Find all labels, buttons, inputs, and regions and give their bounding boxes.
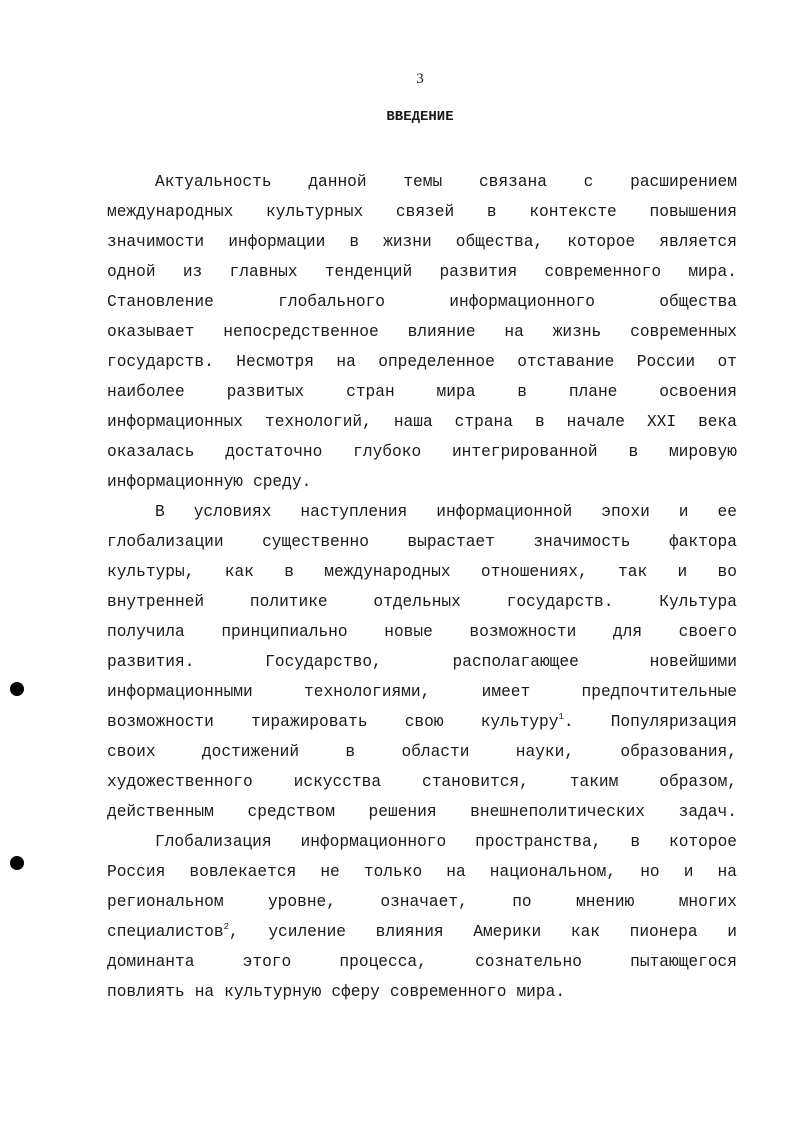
word: ее (717, 503, 737, 521)
word: века (698, 413, 737, 431)
text-line (107, 197, 737, 227)
word: влияние (407, 323, 476, 341)
word: развитых (226, 383, 305, 401)
word: задач. (678, 803, 737, 821)
word: условиях (193, 503, 272, 521)
word: и (683, 863, 694, 881)
text-line (107, 317, 737, 347)
word: Глобализация (155, 833, 272, 851)
word: международных (324, 563, 451, 581)
footnote-mark: 1 (558, 712, 564, 722)
word: развития (439, 263, 518, 281)
text-line (107, 947, 737, 977)
text-line (107, 827, 737, 857)
word: информационного (449, 293, 595, 311)
word: от (717, 353, 737, 371)
word: расширением (630, 173, 737, 191)
word: на (336, 353, 356, 371)
word: культурных (266, 203, 364, 221)
word: Популяризация (610, 713, 737, 731)
text-line (107, 917, 737, 947)
word: и (677, 563, 688, 581)
text-line (107, 677, 737, 707)
word: значимость (533, 533, 631, 551)
page-number: 3 (416, 71, 424, 87)
text-line (107, 587, 737, 617)
word: современных (630, 323, 737, 341)
word: является (659, 233, 737, 251)
word: усиление (268, 923, 347, 941)
word: плане (568, 383, 618, 401)
word: информационную (107, 473, 243, 491)
word: пионера (629, 923, 698, 941)
word: в (534, 413, 545, 431)
word: России (636, 353, 696, 371)
word: сферу (331, 983, 380, 1001)
word: для (612, 623, 643, 641)
word: культуры, (107, 563, 195, 581)
word: наша (393, 413, 433, 431)
word: непосредственное (223, 323, 379, 341)
word: действенным (107, 803, 214, 821)
text-line (107, 377, 737, 407)
text-line (107, 407, 737, 437)
word: многих (678, 893, 737, 911)
word: отдельных (373, 593, 461, 611)
word: которое (567, 233, 636, 251)
word: региональном (107, 893, 224, 911)
word: области (401, 743, 470, 761)
word: Культура (659, 593, 737, 611)
word: только (363, 863, 423, 881)
word: отставание (517, 353, 615, 371)
word: решения (368, 803, 437, 821)
section-heading: ВВЕДЕНИЕ (386, 109, 454, 125)
word: технологий, (264, 413, 372, 431)
word: развития. (107, 653, 195, 671)
word: Несмотря (236, 353, 314, 371)
word: имеет (481, 683, 531, 701)
text-line (107, 617, 737, 647)
word: главных (229, 263, 298, 281)
word: общества, (455, 233, 544, 251)
word: Государство, (265, 653, 382, 671)
word: связана (478, 173, 547, 191)
word: повлиять (107, 983, 185, 1001)
word: государств. (506, 593, 614, 611)
word: наиболее (107, 383, 185, 401)
text-line (107, 527, 737, 557)
word: возможности (107, 713, 214, 731)
word: технологиями, (304, 683, 431, 701)
word: информационной (436, 503, 573, 521)
word: из (182, 263, 203, 281)
word: в (345, 743, 356, 761)
word: располагающее (452, 653, 579, 671)
text-line (107, 737, 737, 767)
word: темы (403, 173, 443, 191)
word: Актуальность (155, 173, 272, 191)
word: существенно (262, 533, 369, 551)
word: художественного (107, 773, 253, 791)
word: освоения (659, 383, 737, 401)
word: получила (107, 623, 185, 641)
word: глобального (278, 293, 385, 311)
word: внутренней (107, 593, 205, 611)
word: контексте (529, 203, 617, 221)
word: международных (107, 203, 234, 221)
word: но (640, 863, 660, 881)
word: значимости (107, 233, 205, 251)
word: отношениях, (480, 563, 588, 581)
text-line (107, 347, 737, 377)
word: искусства (293, 773, 382, 791)
margin-dot (10, 856, 24, 870)
word: вовлекается (189, 863, 297, 881)
word: фактора (668, 533, 737, 551)
word: мира. (688, 263, 737, 281)
word: образования, (620, 743, 737, 761)
text-line (107, 557, 737, 587)
word: процесса, (339, 953, 427, 971)
word: культуру$^1$. (480, 712, 574, 731)
word: оказалась (107, 443, 195, 461)
word: начале (566, 413, 625, 431)
word: не (320, 863, 340, 881)
word: тиражировать (251, 713, 368, 731)
text-line (107, 977, 737, 1007)
word: страна (454, 413, 513, 431)
word: стран (346, 383, 395, 401)
word: Становление (107, 293, 214, 311)
word: среду. (253, 473, 312, 491)
text-line (107, 767, 737, 797)
word: В (155, 503, 165, 521)
word: национальном, (489, 863, 617, 881)
word: оказывает (107, 323, 195, 341)
word: доминанта (107, 953, 195, 971)
footnote-mark: 2 (223, 922, 229, 932)
word: и (727, 923, 737, 941)
text-line (107, 467, 737, 497)
word: в (630, 833, 641, 851)
word: означает, (380, 893, 468, 911)
word: Россия (107, 863, 166, 881)
word: определенное (378, 353, 495, 371)
word: новейшими (649, 653, 737, 671)
word: на (194, 983, 215, 1001)
word: вырастает (407, 533, 495, 551)
word: науки, (515, 743, 575, 761)
text-line (107, 857, 737, 887)
word: так (618, 563, 648, 581)
word: во (717, 563, 737, 581)
word: информационными (107, 683, 253, 701)
word: средством (247, 803, 335, 821)
word: информационных (107, 413, 243, 431)
text-line (107, 647, 737, 677)
word: образом, (659, 773, 737, 791)
word: в (284, 563, 294, 581)
text-line (107, 167, 737, 197)
word: как (224, 563, 254, 581)
word: в (349, 233, 360, 251)
word: интегрированной (451, 443, 598, 461)
word: эпохи (601, 503, 650, 521)
word: информационного (300, 833, 447, 851)
word: новые (384, 623, 433, 641)
word: в (486, 203, 497, 221)
word: мнению (576, 893, 635, 911)
word: мира (436, 383, 476, 401)
word: жизнь (552, 323, 602, 341)
word: свою (404, 713, 444, 731)
word: влияния (375, 923, 444, 941)
word: культурную (224, 983, 322, 1001)
word: глобализации (107, 533, 224, 551)
word: на (504, 323, 524, 341)
word: таким (569, 773, 619, 791)
word: этого (242, 953, 292, 971)
word: Америки (473, 923, 542, 941)
word: на (717, 863, 737, 881)
word: в (628, 443, 639, 461)
text-line (107, 227, 737, 257)
word: и (678, 503, 689, 521)
text-line (107, 437, 737, 467)
word: информации (228, 233, 326, 251)
word: наступления (300, 503, 408, 521)
word: сознательно (475, 953, 582, 971)
word: становится, (422, 773, 529, 791)
word: связей (395, 203, 455, 221)
word: достижений (201, 743, 300, 761)
word: с (583, 173, 594, 191)
text-line (107, 257, 737, 287)
word: общества (659, 293, 737, 311)
word: возможности (469, 623, 577, 641)
word: принципиально (221, 623, 348, 641)
word: внешнеполитических (470, 803, 646, 821)
word: которое (669, 833, 737, 851)
word: как (570, 923, 601, 941)
word: достаточно (225, 443, 323, 461)
word: мировую (668, 443, 737, 461)
word: своего (678, 623, 737, 641)
word: в (517, 383, 527, 401)
word: тенденций (324, 263, 413, 281)
word: политике (249, 593, 328, 611)
text-line (107, 707, 737, 737)
word: одной (107, 263, 156, 281)
word: пытающегося (630, 953, 737, 971)
text-line (107, 287, 737, 317)
text-line (107, 497, 737, 527)
word: специалистов$^2$, (107, 922, 239, 941)
word: повышения (649, 203, 737, 221)
word: государств. (107, 353, 214, 371)
text-line (107, 887, 737, 917)
word: XXI (646, 413, 677, 431)
word: жизни (383, 233, 432, 251)
word: мира. (516, 983, 566, 1001)
word: данной (308, 173, 367, 191)
word: современного (544, 263, 662, 281)
word: своих (107, 743, 156, 761)
text-line (107, 797, 737, 827)
word: по (512, 893, 532, 911)
word: на (446, 863, 466, 881)
margin-dot (10, 682, 24, 696)
word: пространства, (475, 833, 602, 851)
word: современного (389, 983, 507, 1001)
word: предпочтительные (581, 683, 737, 701)
word: глубоко (353, 443, 422, 461)
word: уровне, (267, 893, 336, 911)
body-text (107, 167, 737, 1007)
